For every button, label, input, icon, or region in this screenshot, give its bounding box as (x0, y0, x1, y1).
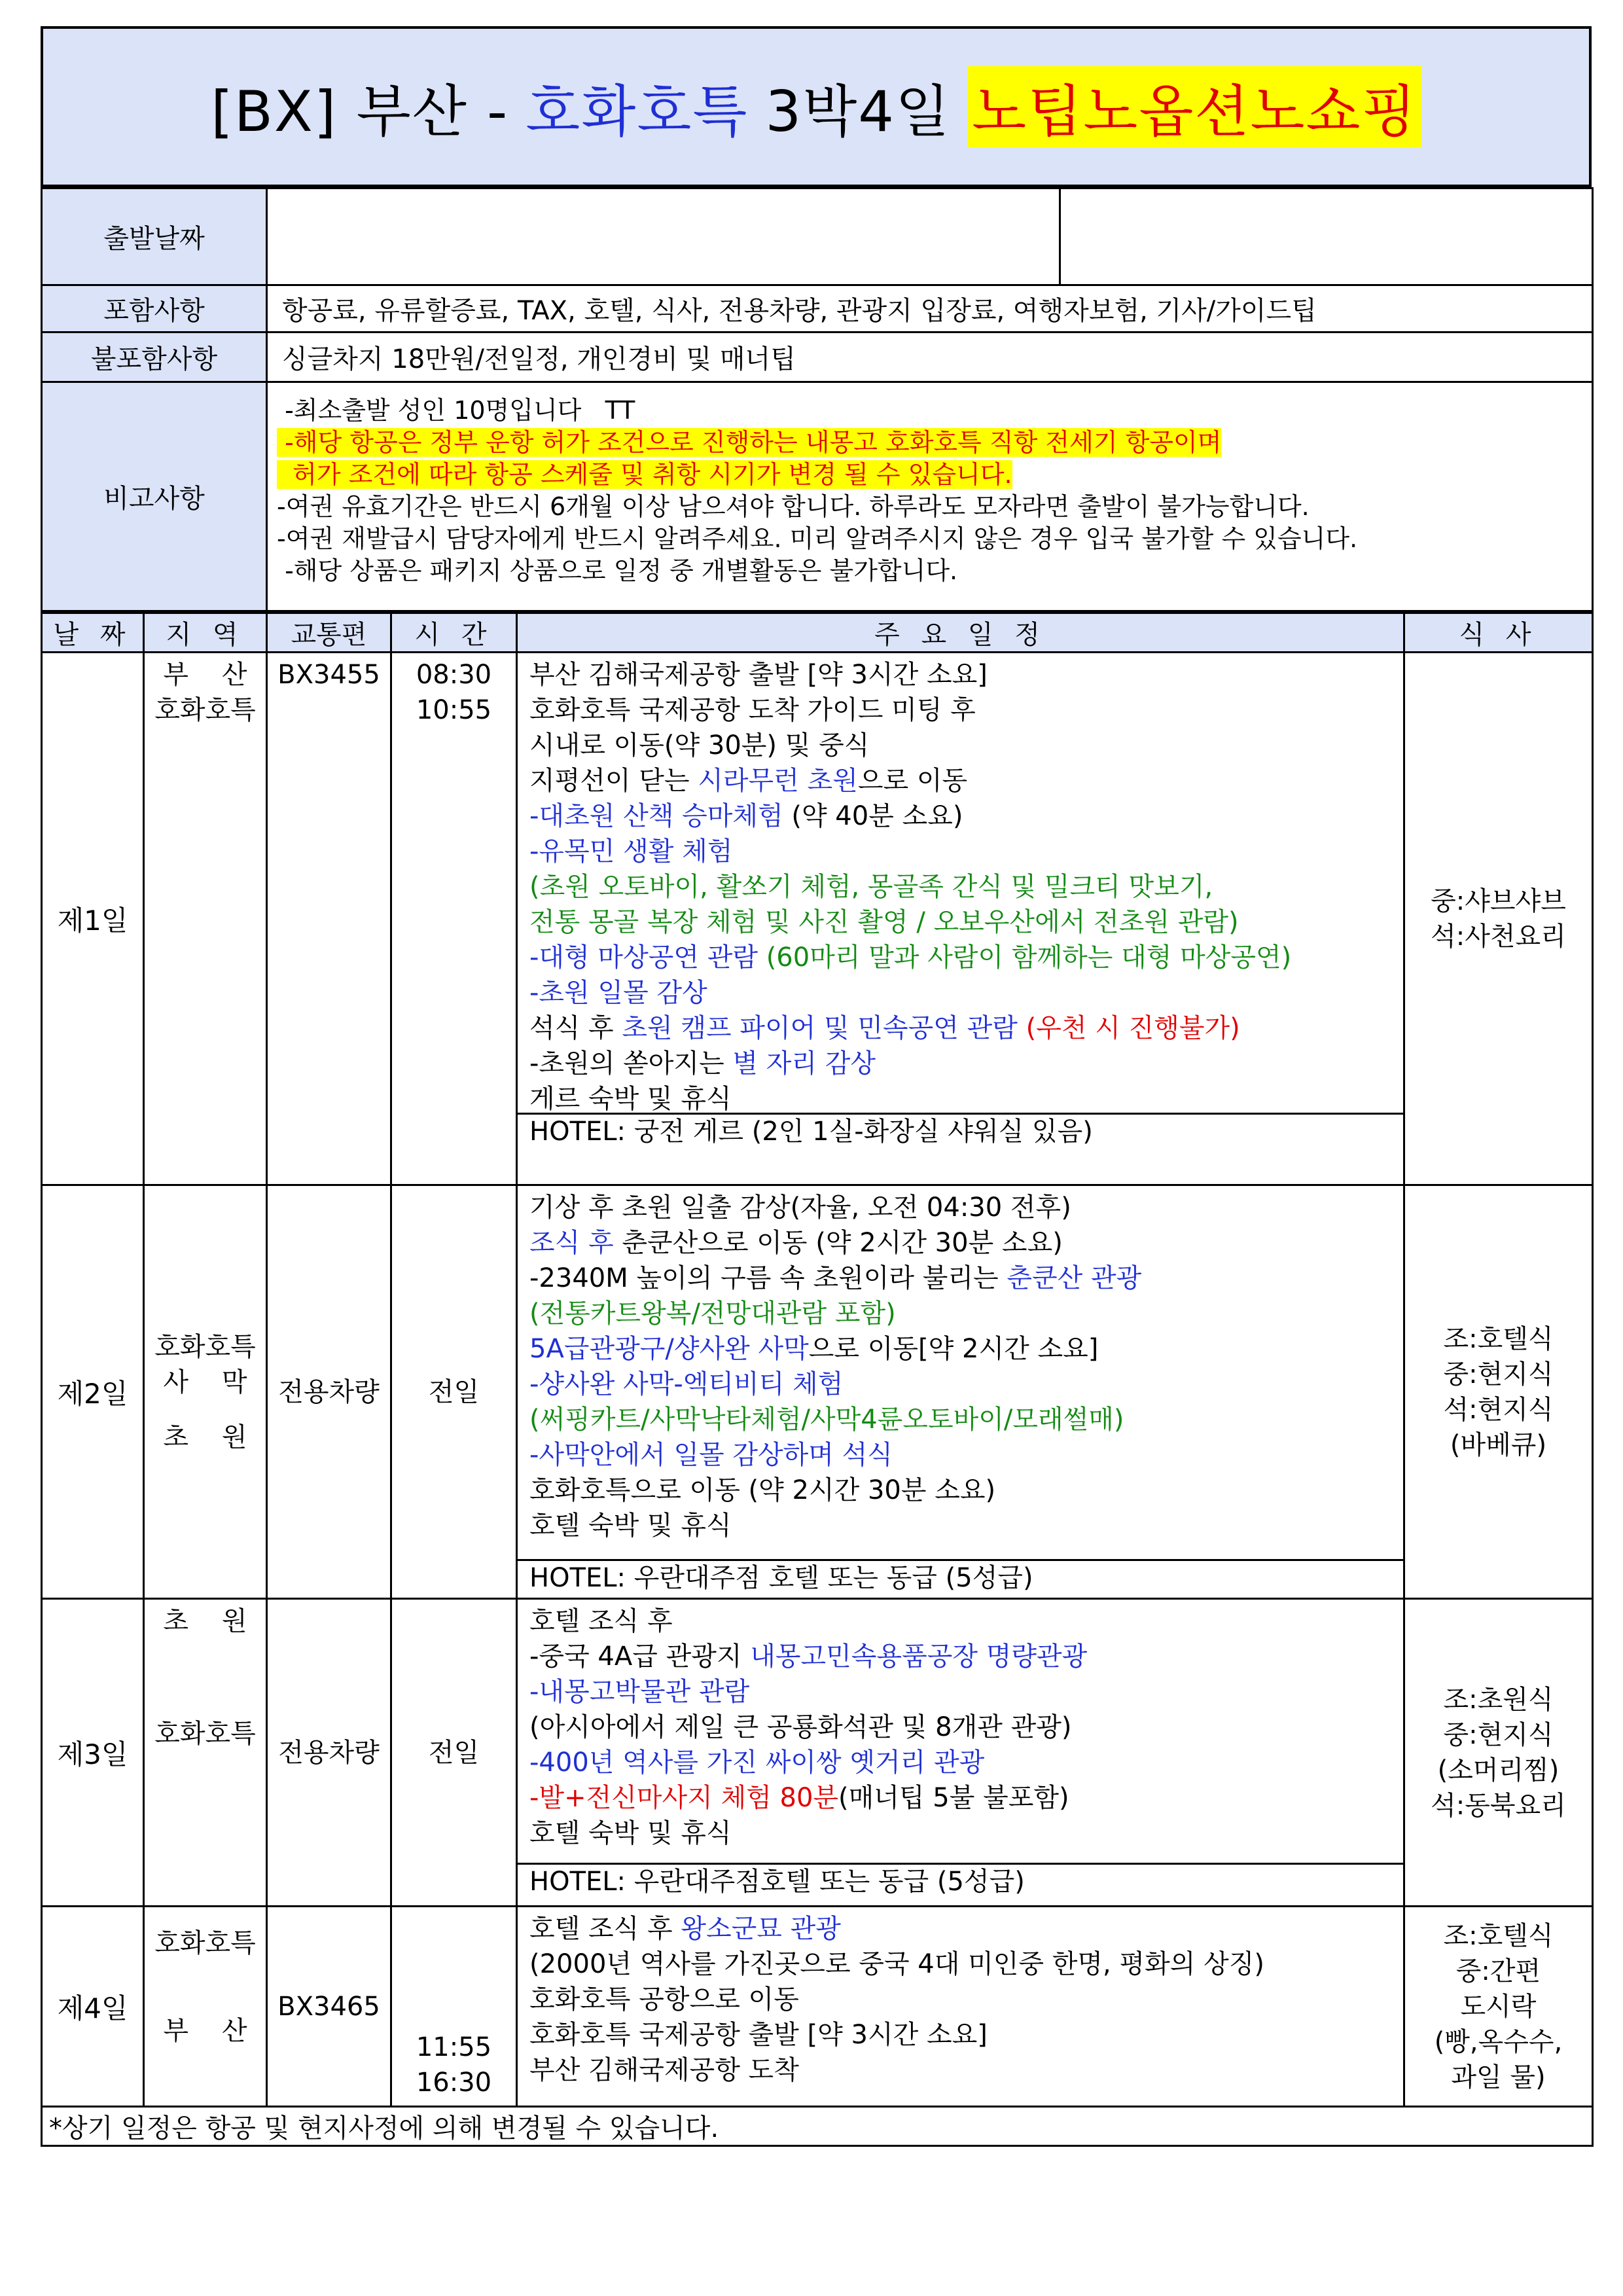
day-region (144, 653, 267, 1185)
region-name: 호화호특 (154, 1928, 256, 1958)
schedule-segment: 별 자리 감상 (732, 1049, 876, 1079)
remark-line (277, 395, 1582, 427)
schedule-line (529, 1982, 1391, 2017)
schedule-segment: -대초원 산책 승마체험 (529, 801, 792, 831)
schedule-segment: 내몽고민속용품공장 명량관광 (750, 1641, 1088, 1672)
title-prefix: [BX] 부산 - (211, 79, 509, 145)
include-value: 항공료, 유류할증료, TAX, 호텔, 식사, 전용차량, 관광지 입장료, 여행자보험, 기사/가이드팁 (267, 285, 1593, 332)
schedule-segment: 춘쿤산으로 이동 (약 2시간 30분 소요) (622, 1228, 1063, 1258)
region-name: 초 원 (163, 1606, 247, 1636)
schedule-segment: -중국 4A급 관광지 (529, 1641, 751, 1672)
footer-note: *상기 일정은 항공 및 현지사정에 의해 변경될 수 있습니다. (42, 2107, 1593, 2146)
schedule-line (529, 1011, 1391, 1046)
schedule-line (529, 1946, 1391, 1982)
title-highlight: 노팁노옵션노쇼핑 (968, 66, 1421, 147)
day-meal (1404, 1599, 1593, 1907)
remark-text: -최소출발 성인 10명입니다 TT (277, 396, 635, 425)
schedule-line (529, 834, 1391, 869)
schedule-line (529, 1437, 1391, 1473)
header-region: 지 역 (144, 613, 267, 653)
depart-date-field-2[interactable] (1060, 188, 1593, 285)
schedule-segment: (아시아에서 제일 큰 공룡화석관 및 8개관 관광) (529, 1712, 1072, 1742)
hotel-info: HOTEL: 우란대주점 호텔 또는 동급 (5성급) (518, 1559, 1403, 1595)
schedule-line (529, 1508, 1391, 1543)
region-name: 부 산 (163, 2016, 247, 2046)
day-row (42, 653, 1593, 1185)
day-schedule (517, 1185, 1404, 1599)
schedule-line (529, 1261, 1391, 1296)
schedule-line (529, 1046, 1391, 1081)
meal-item: 과일 물) (1451, 2062, 1546, 2092)
schedule-segment: 초원 캠프 파이어 및 민속공연 관람 (622, 1013, 1018, 1043)
schedule-segment: 게르 숙박 및 휴식 (529, 1084, 732, 1114)
day-schedule (517, 1599, 1404, 1907)
meal-item: 조:호텔식 (1443, 1920, 1554, 1951)
meal-item: 조:초원식 (1443, 1684, 1554, 1715)
region-name: 호화호특 (154, 1331, 256, 1362)
schedule-line (529, 905, 1391, 940)
day-transport: 전용차량 (267, 1599, 391, 1907)
remark-line (277, 491, 1582, 523)
day-row (42, 1185, 1593, 1599)
schedule-segment: -내몽고박물관 관람 (529, 1677, 750, 1707)
schedule-segment: 으로 이동[약 2시간 소요] (808, 1334, 1099, 1364)
schedule-segment: 시라무런 초원 (698, 766, 858, 796)
schedule-segment: 호화호특 공항으로 이동 (529, 1984, 799, 2015)
schedule-line (529, 1081, 1391, 1117)
schedule-line (529, 975, 1391, 1011)
schedule-line (529, 763, 1391, 798)
schedule-segment: -샹사완 사막-엑티비티 체험 (529, 1369, 844, 1399)
day-region (144, 1907, 267, 2107)
schedule-segment: 전통 몽골 복장 체험 및 사진 촬영 / 오보우산에서 전초원 관람) (529, 907, 1239, 937)
exclude-value: 싱글차지 18만원/전일정, 개인경비 및 매너팁 (267, 332, 1593, 382)
schedule-line (529, 1225, 1391, 1261)
meal-item: (바베큐) (1450, 1429, 1547, 1460)
schedule-line (529, 1911, 1391, 1946)
schedule-segment: 석식 후 (529, 1013, 622, 1043)
schedule-segment: (매너팁 5불 불포함) (838, 1783, 1069, 1813)
schedule-segment: (약 40분 소요) (791, 801, 963, 831)
schedule-segment: 호텔 숙박 및 휴식 (529, 1511, 732, 1541)
schedule-segment: 5A급관광구/샹사완 사막 (529, 1334, 809, 1364)
day-label: 제1일 (42, 653, 144, 1185)
meal-item: 도시락 (1460, 1991, 1537, 2022)
remark-text: -여권 유효기간은 반드시 6개월 이상 남으셔야 합니다. 하루라도 모자라면 출발이 불가능합니다. (277, 492, 1310, 521)
day-time: 전일 (391, 1185, 517, 1599)
time-value: 10:55 (416, 695, 492, 725)
day-time (391, 653, 517, 1185)
day-schedule (517, 1907, 1404, 2107)
schedule-segment: 부산 김해국제공항 도착 (529, 2055, 799, 2085)
schedule-line (529, 1331, 1391, 1367)
region-name: 초 원 (163, 1422, 247, 1452)
day-transport: 전용차량 (267, 1185, 391, 1599)
schedule-line (529, 1710, 1391, 1745)
remark-line (277, 523, 1582, 555)
day-schedule (517, 653, 1404, 1185)
info-table (41, 187, 1594, 612)
day-region (144, 1185, 267, 1599)
schedule-segment: 지평선이 닫는 (529, 766, 698, 796)
remark-text: 허가 조건에 따라 항공 스케줄 및 취항 시기가 변경 될 수 있습니다. (277, 460, 1012, 489)
header-meal: 식 사 (1404, 613, 1593, 653)
header-transport: 교통편 (267, 613, 391, 653)
day-meal (1404, 653, 1593, 1185)
day-transport: BX3455 (267, 653, 391, 1185)
schedule-line (529, 1296, 1391, 1331)
meal-item: 석:현지식 (1443, 1394, 1554, 1425)
schedule-segment: 시내로 이동(약 30분) 및 중식 (529, 730, 870, 761)
schedule-segment: 호텔 숙박 및 휴식 (529, 1818, 732, 1848)
exclude-label: 불포함사항 (42, 332, 267, 382)
schedule-segment: 호화호특 국제공항 도착 가이드 미팅 후 (529, 695, 976, 725)
header-day: 날 짜 (42, 613, 144, 653)
region-name: 부 산 (163, 660, 247, 690)
meal-item: 석:사천요리 (1431, 921, 1566, 952)
remark-text: -해당 항공은 정부 운항 허가 조건으로 진행하는 내몽고 호화호특 직항 전세기 항공이며 (277, 428, 1222, 457)
day-label: 제4일 (42, 1907, 144, 2107)
day-row (42, 1907, 1593, 2107)
day-meal (1404, 1185, 1593, 1599)
schedule-line (529, 1745, 1391, 1780)
schedule-segment: -초원 일몰 감상 (529, 978, 707, 1008)
document-title (41, 26, 1592, 187)
schedule-segment: -대형 마상공연 관람 (529, 942, 766, 973)
day-region (144, 1599, 267, 1907)
remarks-label: 비고사항 (42, 382, 267, 611)
schedule-segment: 춘쿤산 관광 (1007, 1263, 1142, 1293)
schedule-line (529, 1402, 1391, 1437)
schedule-segment: (써핑카트/사막낙타체험/사막4륜오토바이/모래썰매) (529, 1405, 1124, 1435)
schedule-line (529, 1604, 1391, 1639)
schedule-segment: -사막안에서 일몰 감상하며 석식 (529, 1440, 893, 1470)
meal-item: 중:현지식 (1443, 1719, 1554, 1750)
schedule-line (529, 1367, 1391, 1402)
schedule-segment: (초원 오토바이, 활쏘기 체험, 몽골족 간식 및 밀크티 맛보기, (529, 872, 1213, 902)
day-meal (1404, 1907, 1593, 2107)
schedule-segment: 으로 이동 (857, 766, 968, 796)
schedule-segment: 조식 후 (529, 1228, 622, 1258)
schedule-segment: -유목민 생활 체험 (529, 836, 733, 867)
schedule-segment: 호화호특 국제공항 출발 [약 3시간 소요] (529, 2020, 988, 2050)
region-name: 사 막 (163, 1367, 247, 1397)
depart-date-label: 출발날짜 (42, 188, 267, 285)
schedule-line (529, 692, 1391, 728)
schedule-line (529, 798, 1391, 834)
time-value: 11:55 (416, 2032, 492, 2062)
schedule-line (529, 2053, 1391, 2088)
meal-item: 조:호텔식 (1443, 1323, 1554, 1354)
schedule-segment: (60마리 말과 사람이 함께하는 대형 마상공연) (766, 942, 1292, 973)
header-time: 시 간 (391, 613, 517, 653)
remark-line (277, 427, 1582, 459)
schedule-line (529, 1639, 1391, 1674)
schedule-line (529, 869, 1391, 905)
schedule-line (529, 728, 1391, 763)
schedule-line (529, 940, 1391, 975)
day-time: 전일 (391, 1599, 517, 1907)
schedule-line (529, 657, 1391, 692)
schedule-segment: -400년 역사를 가진 싸이쌍 옛거리 관광 (529, 1748, 985, 1778)
schedule-segment: -초원의 쏟아지는 (529, 1049, 733, 1079)
time-value: 16:30 (416, 2068, 492, 2098)
remarks-list (267, 382, 1593, 611)
meal-item: (빵,옥수수, (1434, 2026, 1563, 2057)
schedule-segment: 왕소군묘 관광 (681, 1914, 841, 1944)
remark-text: -해당 상품은 패키지 상품으로 일정 중 개별활동은 불가합니다. (277, 556, 958, 585)
schedule-line (529, 2017, 1391, 2053)
day-label: 제3일 (42, 1599, 144, 1907)
depart-date-field[interactable] (267, 188, 1060, 285)
day-time (391, 1907, 517, 2107)
title-duration: 3박4일 (765, 79, 952, 145)
schedule-segment: 기상 후 초원 일출 감상(자율, 오전 04:30 전후) (529, 1193, 1071, 1223)
meal-item: (소머리찜) (1437, 1755, 1560, 1785)
schedule-segment: -2340M 높이의 구름 속 초원이라 불리는 (529, 1263, 1007, 1293)
meal-item: 중:간편 (1455, 1956, 1541, 1986)
schedule-line (529, 1190, 1391, 1225)
schedule-segment: -발+전신마사지 체험 80분 (529, 1783, 839, 1813)
header-schedule: 주 요 일 정 (517, 613, 1404, 653)
hotel-info: HOTEL: 우란대주점호텔 또는 동급 (5성급) (518, 1863, 1403, 1899)
region-name: 호화호특 (154, 1719, 256, 1749)
day-transport: BX3465 (267, 1907, 391, 2107)
schedule-line (529, 1816, 1391, 1851)
schedule-segment: (전통카트왕복/전망대관람 포함) (529, 1299, 896, 1329)
title-destination: 호화호특 (526, 79, 749, 145)
schedule-segment: 부산 김해국제공항 출발 [약 3시간 소요] (529, 660, 988, 690)
schedule-line (529, 1473, 1391, 1508)
meal-item: 중:샤브샤브 (1431, 886, 1566, 916)
hotel-info: HOTEL: 궁전 게르 (2인 1실-화장실 샤워실 있음) (518, 1113, 1403, 1149)
remark-text: -여권 재발급시 담당자에게 반드시 알려주세요. 미리 알려주시지 않은 경우 입국 불가할 수 있습니다. (277, 524, 1358, 553)
day-row (42, 1599, 1593, 1907)
schedule-segment: 호화호특으로 이동 (약 2시간 30분 소요) (529, 1475, 996, 1505)
schedule-segment: 호텔 조식 후 (529, 1914, 681, 1944)
itinerary-table (41, 612, 1594, 2147)
meal-item: 중:현지식 (1443, 1359, 1554, 1390)
schedule-segment: (우천 시 진행불가) (1017, 1013, 1240, 1043)
region-name: 호화호특 (154, 695, 256, 725)
time-value: 08:30 (416, 660, 492, 690)
include-label: 포함사항 (42, 285, 267, 332)
remark-line (277, 459, 1582, 491)
schedule-line (529, 1780, 1391, 1816)
schedule-segment: (2000년 역사를 가진곳으로 중국 4대 미인중 한명, 평화의 상징) (529, 1949, 1264, 1979)
schedule-segment: 호텔 조식 후 (529, 1606, 673, 1636)
meal-item: 석:동북요리 (1431, 1790, 1566, 1821)
remark-line (277, 555, 1582, 587)
schedule-line (529, 1674, 1391, 1710)
day-label: 제2일 (42, 1185, 144, 1599)
